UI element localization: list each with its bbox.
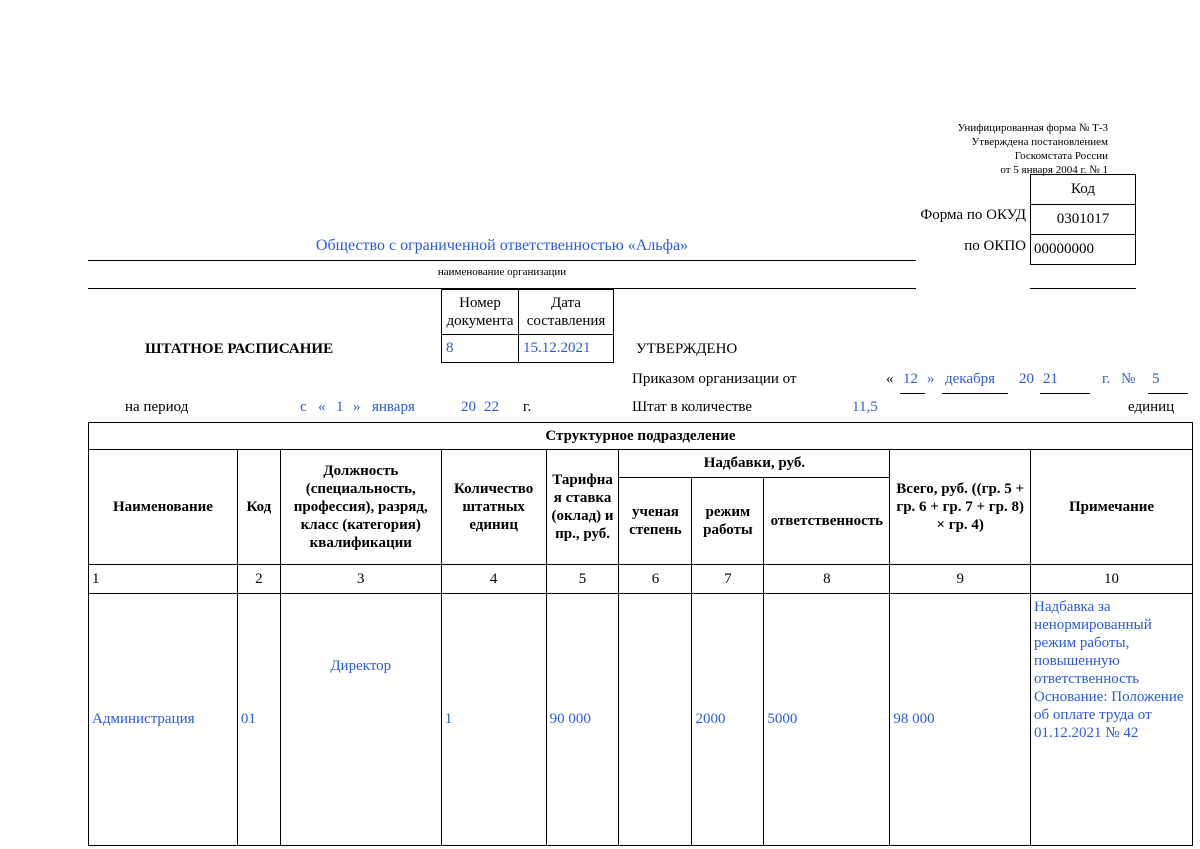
cell-mode[interactable]: 2000: [692, 594, 764, 846]
code-header: Код: [1031, 175, 1136, 205]
order-year-prefix: 20: [1019, 371, 1034, 387]
order-month[interactable]: декабря: [945, 371, 996, 387]
col-code-header: Код: [237, 450, 280, 565]
period-month[interactable]: января: [372, 399, 415, 415]
form-note-line: Утверждена постановлением: [971, 136, 1108, 148]
column-number: 8: [764, 565, 890, 594]
period-year-mark: г.: [523, 399, 532, 415]
column-number: 7: [692, 565, 764, 594]
form-note-line: Госкомстата России: [1014, 150, 1108, 162]
period-year-prefix: 20: [461, 399, 476, 415]
column-number: 1: [89, 565, 238, 594]
staff-label: Штат в количестве: [632, 399, 753, 415]
col-total-header: Всего, руб. ((гр. 5 + гр. 6 + гр. 7 + гр. 8) × гр. 4): [890, 450, 1031, 565]
form-note-line: Унифицированная форма № Т-3: [957, 122, 1108, 134]
order-number-underline: [1148, 393, 1188, 394]
period-open-quote: «: [318, 399, 326, 415]
okud-value[interactable]: 0301017: [1031, 205, 1136, 235]
cell-degree[interactable]: [619, 594, 692, 846]
col-resp-header: ответственность: [764, 477, 890, 564]
okpo-underline: [1030, 288, 1136, 289]
period-label: на период: [125, 399, 189, 415]
column-number: 3: [280, 565, 441, 594]
document-date-header: Дата составления: [519, 290, 614, 335]
cell-total[interactable]: 98 000: [890, 594, 1031, 846]
allowances-header: Надбавки, руб.: [619, 450, 890, 478]
order-close-quote: »: [927, 371, 935, 387]
cell-resp[interactable]: 5000: [764, 594, 890, 846]
cell-name[interactable]: Администрация: [89, 594, 238, 846]
okpo-label: по ОКПО: [964, 238, 1026, 254]
organization-caption: наименование организации: [437, 266, 567, 278]
order-open-quote: «: [886, 371, 894, 387]
col-count-header: Количество штатных единиц: [441, 450, 546, 565]
approved-label: УТВЕРЖДЕНО: [636, 341, 738, 357]
period-close-quote: »: [353, 399, 361, 415]
order-year-underline: [1040, 393, 1090, 394]
column-number: 4: [441, 565, 546, 594]
staff-count[interactable]: 11,5: [852, 399, 878, 415]
staff-table: [88, 422, 1193, 846]
cell-code[interactable]: 01: [237, 594, 280, 846]
col-degree-header: ученая степень: [619, 477, 692, 564]
table-row: [89, 594, 1193, 846]
cell-count[interactable]: 1: [441, 594, 546, 846]
okpo-value[interactable]: 00000000: [1031, 235, 1136, 265]
order-day-underline: [900, 393, 925, 394]
order-number[interactable]: 5: [1152, 371, 1160, 387]
order-number-sign: №: [1121, 371, 1136, 387]
organization-underline: [88, 260, 916, 261]
period-year[interactable]: 22: [484, 399, 499, 415]
document-title: ШТАТНОЕ РАСПИСАНИЕ: [145, 341, 334, 357]
col-note-header: Примечание: [1031, 450, 1193, 565]
form-note-line: от 5 января 2004 г. № 1: [1000, 164, 1108, 176]
okud-label: Форма по ОКУД: [920, 207, 1026, 223]
document-number-box: [441, 289, 614, 363]
cell-position[interactable]: Директор: [280, 594, 441, 846]
code-box: [1030, 174, 1136, 265]
order-month-underline: [942, 393, 1008, 394]
cell-note[interactable]: Надбавка за ненормированный режим работы, повышенную ответственность Основание: Положение об оплате труда от 01.12.2021 № 42: [1031, 594, 1193, 846]
order-year-mark: г.: [1102, 371, 1111, 387]
col-name-header: Наименование: [89, 450, 238, 565]
column-number: 5: [546, 565, 619, 594]
units-label: единиц: [1128, 399, 1175, 415]
period-from: с: [300, 399, 307, 415]
form-note: [880, 121, 1108, 177]
column-number: 6: [619, 565, 692, 594]
col-rate-header: Тарифная ставка (оклад) и пр., руб.: [546, 450, 619, 565]
order-label: Приказом организации от: [632, 371, 797, 387]
cell-rate[interactable]: 90 000: [546, 594, 619, 846]
document-number[interactable]: 8: [442, 335, 519, 363]
organization-name[interactable]: Общество с ограниченной ответственностью «Альфа»: [315, 237, 689, 254]
document-number-header: Номер документа: [442, 290, 519, 335]
division-header: Структурное подразделение: [89, 423, 1193, 450]
column-number: 10: [1031, 565, 1193, 594]
period-day[interactable]: 1: [336, 399, 344, 415]
column-number: 9: [890, 565, 1031, 594]
col-mode-header: режим работы: [692, 477, 764, 564]
order-day[interactable]: 12: [903, 371, 918, 387]
col-position-header: Должность (специальность, профессия), разряд, класс (категория) квалификации: [280, 450, 441, 565]
document-date[interactable]: 15.12.2021: [519, 335, 614, 363]
order-year[interactable]: 21: [1043, 371, 1058, 387]
column-number: 2: [237, 565, 280, 594]
